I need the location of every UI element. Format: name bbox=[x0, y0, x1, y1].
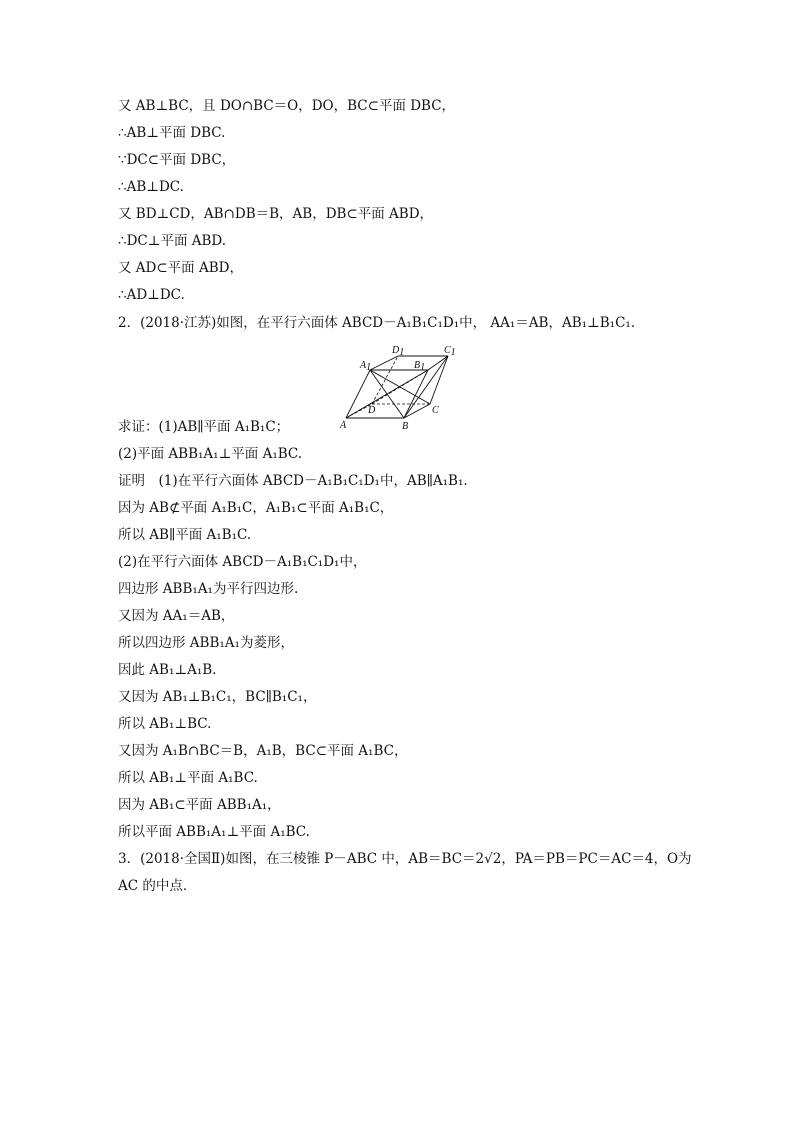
text-line-1: 又 AB⊥BC，且 DO∩BC＝O，DO，BC⊂平面 DBC， bbox=[118, 98, 456, 114]
problem-3-statement-cont: AC 的中点． bbox=[118, 878, 197, 894]
text-line-24: 因为 AB₁⊂平面 ABB₁A₁， bbox=[118, 797, 281, 813]
label-B1: B1 bbox=[414, 360, 426, 373]
label-A: A bbox=[340, 420, 347, 431]
parallelepiped-diagram bbox=[338, 340, 458, 432]
text-line-17: 又因为 AA₁＝AB， bbox=[118, 608, 235, 624]
text-line-12: 证明 (1)在平行六面体 ABCD－A₁B₁C₁D₁中，AB∥A₁B₁. bbox=[118, 473, 468, 489]
text-line-22: 又因为 A₁B∩BC＝B，A₁B，BC⊂平面 A₁BC， bbox=[118, 743, 408, 759]
text-line-2: ∴AB⊥平面 DBC. bbox=[118, 125, 226, 141]
label-B: B bbox=[402, 421, 409, 432]
label-D1: D1 bbox=[392, 345, 405, 358]
text-line-11: (2)平面 ABB₁A₁⊥平面 A₁BC. bbox=[118, 446, 303, 462]
problem-3-statement: 3．(2018·全国Ⅱ)如图，在三棱锥 P－ABC 中，AB＝BC＝2√2，PA＝PB＝PC＝AC＝4，O为 bbox=[118, 851, 692, 867]
label-C1: C1 bbox=[444, 345, 456, 358]
problem-2-statement: 2．(2018·江苏)如图，在平行六面体 ABCD－A₁B₁C₁D₁中， AA₁＝AB，AB₁⊥B₁C₁. bbox=[118, 315, 636, 331]
text-line-13: 因为 AB⊄平面 A₁B₁C，A₁B₁⊂平面 A₁B₁C， bbox=[118, 500, 394, 516]
label-D: D bbox=[368, 405, 376, 416]
label-A1: A1 bbox=[360, 360, 372, 373]
text-line-25: 所以平面 ABB₁A₁⊥平面 A₁BC. bbox=[118, 824, 310, 840]
text-line-3: ∵DC⊂平面 DBC， bbox=[118, 152, 236, 168]
text-line-6: ∴DC⊥平面 ABD. bbox=[118, 233, 227, 249]
text-line-14: 所以 AB∥平面 A₁B₁C. bbox=[118, 527, 252, 543]
label-C: C bbox=[432, 405, 439, 416]
text-line-18: 所以四边形 ABB₁A₁为菱形， bbox=[118, 635, 294, 651]
text-line-7: 又 AD⊂平面 ABD， bbox=[118, 260, 243, 276]
text-line-15: (2)在平行六面体 ABCD－A₁B₁C₁D₁中， bbox=[118, 554, 367, 570]
text-line-8: ∴AD⊥DC. bbox=[118, 287, 185, 303]
text-line-21: 所以 AB₁⊥BC. bbox=[118, 716, 212, 732]
text-line-23: 所以 AB₁⊥平面 A₁BC. bbox=[118, 770, 258, 786]
text-line-20: 又因为 AB₁⊥B₁C₁，BC∥B₁C₁， bbox=[118, 689, 317, 705]
text-line-19: 因此 AB₁⊥A₁B. bbox=[118, 662, 217, 678]
text-line-10: 求证：(1)AB∥平面 A₁B₁C； bbox=[118, 419, 290, 435]
text-line-5: 又 BD⊥CD，AB∩DB＝B，AB，DB⊂平面 ABD， bbox=[118, 206, 434, 222]
text-line-16: 四边形 ABB₁A₁为平行四边形. bbox=[118, 581, 299, 597]
parallelepiped-figure bbox=[338, 340, 458, 436]
text-line-4: ∴AB⊥DC. bbox=[118, 179, 184, 195]
